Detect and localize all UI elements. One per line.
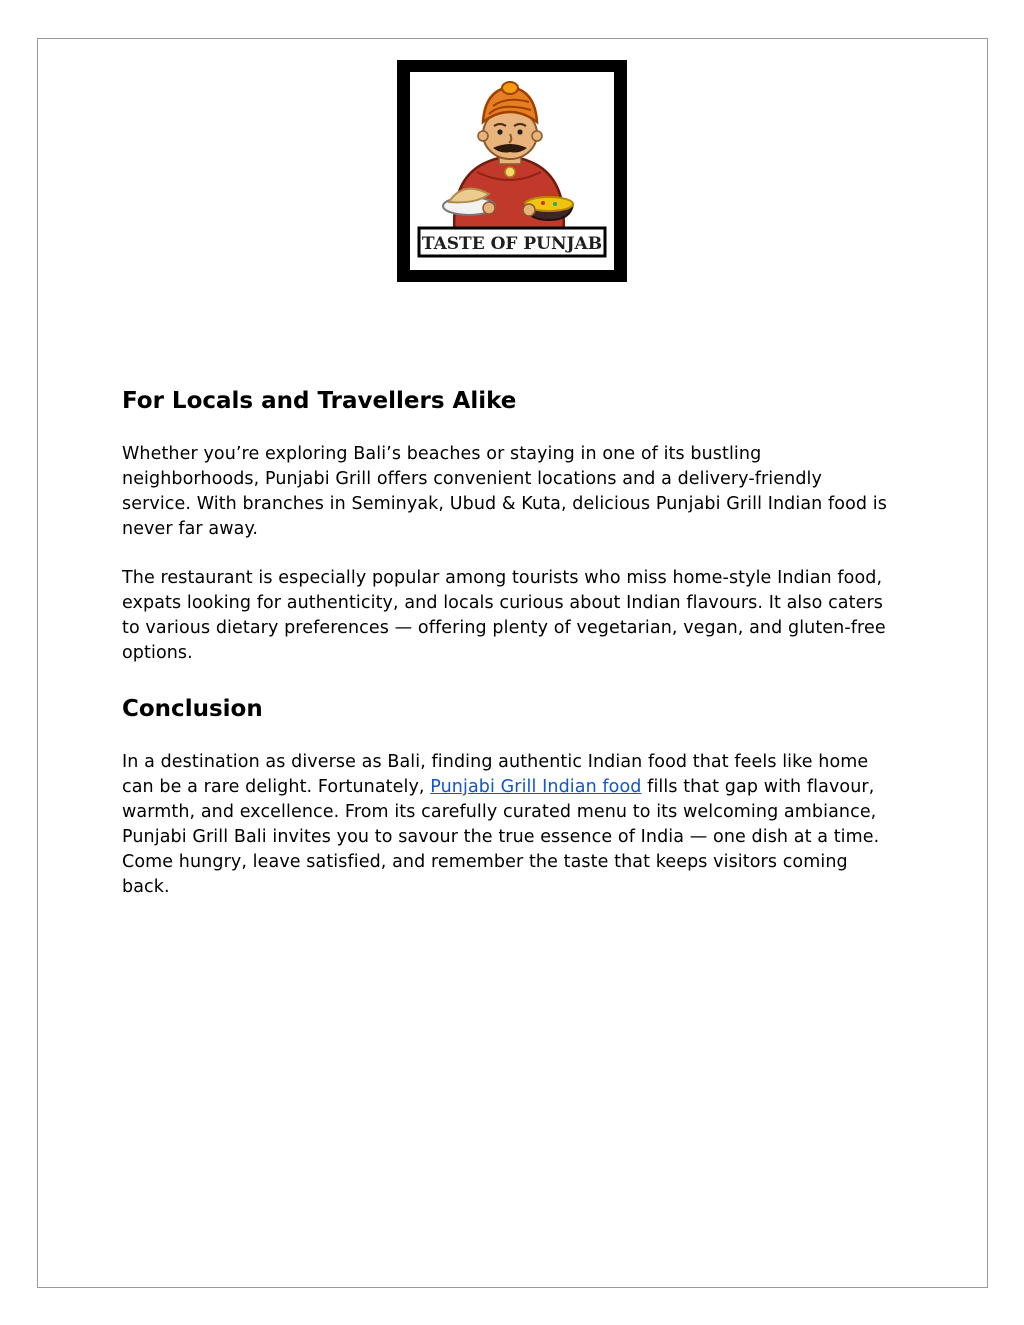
chef-hand-left bbox=[483, 202, 495, 214]
chef-hand-right bbox=[523, 204, 535, 216]
heading-for-locals-and-travellers: For Locals and Travellers Alike bbox=[122, 388, 517, 414]
punjabi-grill-indian-food-link[interactable]: Punjabi Grill Indian food bbox=[430, 777, 642, 797]
paragraph-locals-2: The restaurant is especially popular among tourists who miss home-style Indian food, expats looking for authenticity, and locals curious about Indian flavours. It also caters to various dietary preferences — offering plenty of vegetarian, vegan, and gluten-free options. bbox=[122, 568, 886, 663]
chef-eye-right bbox=[517, 129, 522, 134]
conclusion-text-before-link: In a destination as diverse as Bali, finding authentic Indian food that feels like home can be a rare delight. Fortunately, bbox=[122, 752, 869, 797]
taste-of-punjab-logo bbox=[397, 60, 627, 282]
chef-ear-left bbox=[478, 131, 488, 141]
paragraph-conclusion bbox=[122, 750, 896, 900]
curry-garnish-2 bbox=[553, 202, 557, 206]
logo-banner-text: TASTE OF PUNJAB bbox=[421, 234, 603, 254]
logo-container bbox=[0, 0, 1024, 282]
turban-knot bbox=[502, 82, 518, 94]
conclusion-text-after-link: fills that gap with flavour, warmth, and excellence. From its carefully curated menu to its welcoming ambiance, Punjabi Grill Bali invites you to savour the true essence of India — one dish at a time. Come hungry, leave satisfied, and remember the taste that keeps visitors coming back. bbox=[122, 777, 880, 897]
curry-garnish bbox=[541, 201, 545, 205]
heading-conclusion: Conclusion bbox=[122, 696, 263, 722]
paragraph-locals-1: Whether you’re exploring Bali’s beaches or staying in one of its bustling neighborhoods, Punjabi Grill offers convenient locations and a delivery-friendly service. With branches in Seminyak, Ubud & Kuta, delicious Punjabi Grill Indian food is never far away. bbox=[122, 444, 887, 539]
chef-eye-left bbox=[497, 129, 502, 134]
chef-ear-right bbox=[532, 131, 542, 141]
necklace-medallion bbox=[505, 167, 515, 177]
document-body bbox=[0, 386, 1024, 900]
